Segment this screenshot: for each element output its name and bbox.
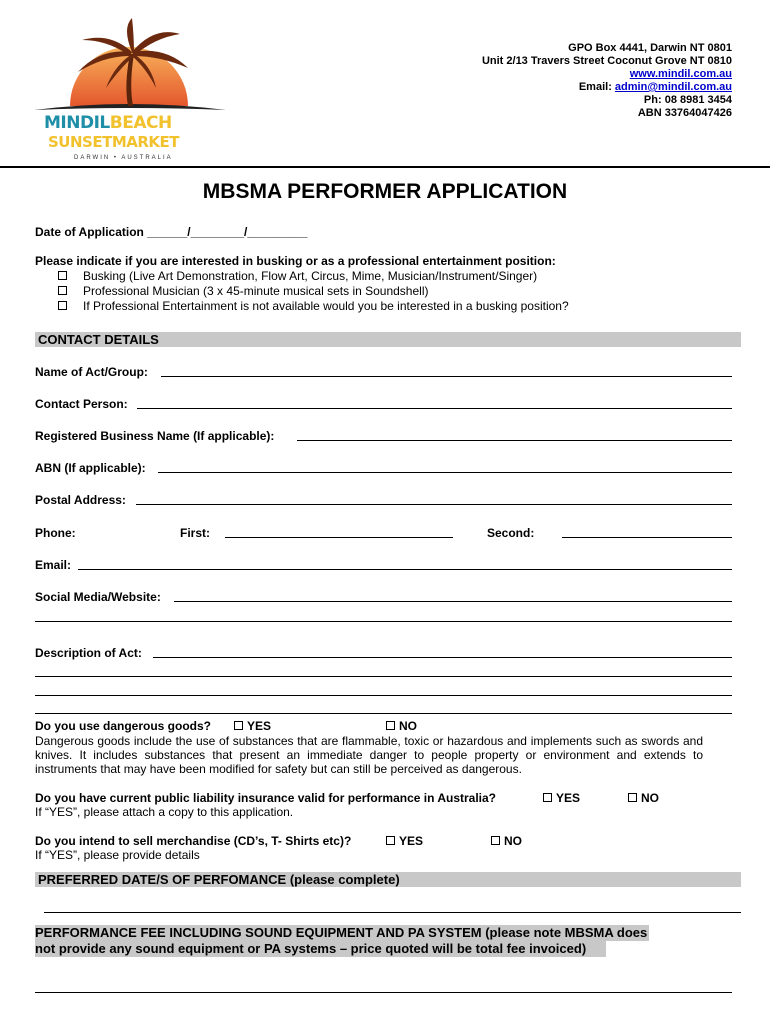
preferred-dates-heading: PREFERRED DATE/S OF PERFOMANCE (please complete) (35, 872, 741, 887)
option-label: Busking (Live Art Demonstration, Flow Art, Circus, Mime, Musician/Instrument/Singer) (83, 269, 538, 283)
yes-label: YES (556, 791, 581, 805)
social-media-field-2[interactable] (35, 621, 732, 622)
email-label-field: Email: (35, 558, 72, 572)
insurance-question: Do you have current public liability insurance valid for performance in Australia? (35, 791, 496, 805)
checkbox[interactable] (58, 301, 67, 310)
name-of-act-label: Name of Act/Group: (35, 365, 148, 379)
yes-label: YES (399, 834, 424, 848)
phone-first-label: First: (180, 526, 210, 540)
logo-text-beach: BEACH (109, 113, 172, 133)
description-field[interactable] (153, 657, 732, 658)
contact-details-heading: CONTACT DETAILS (35, 332, 741, 347)
contact-person-label: Contact Person: (35, 397, 128, 411)
phone-label: Phone: (35, 526, 76, 540)
dangerous-goods-question: Do you use dangerous goods? (35, 719, 212, 733)
checkbox[interactable] (386, 721, 395, 730)
checkbox[interactable] (58, 271, 67, 280)
business-name-field[interactable] (297, 440, 732, 441)
no-label: NO (504, 834, 522, 848)
business-name-label: Registered Business Name (If applicable): (35, 429, 275, 443)
phone-number: Ph: 08 8981 3454 (643, 94, 732, 106)
checkbox[interactable] (491, 836, 500, 845)
logo-text-sunset-market: SUNSETMARKET (48, 133, 180, 151)
merchandise-question: Do you intend to sell merchandise (CD’s, T- Shirts etc)? (35, 834, 352, 848)
contact-person-field[interactable] (137, 408, 732, 409)
insurance-note: If “YES”, please attach a copy to this application. (35, 805, 294, 819)
abn-number: ABN 33764047426 (637, 107, 732, 119)
dangerous-goods-text: Dangerous goods include the use of substances that are flammable, toxic or hazardous and implements such as swords and knives. It includes substances that present an immediate danger to people property or environment and extends to instruments that may have been modified for safety but can still be perceived as dangerous. (35, 734, 703, 776)
performance-fee-field[interactable] (35, 992, 732, 993)
address-line-1: GPO Box 4441, Darwin NT 0801 (568, 42, 732, 54)
header-divider (0, 166, 770, 168)
checkbox[interactable] (628, 793, 637, 802)
option-label: If Professional Entertainment is not available would you be interested in a busking position? (83, 299, 569, 313)
logo-text-mindil: MINDIL (44, 113, 110, 133)
merchandise-no-option[interactable] (491, 834, 522, 848)
checkbox[interactable] (58, 286, 67, 295)
address-line-2: Unit 2/13 Travers Street Coconut Grove NT 0810 (481, 55, 732, 67)
description-field-3[interactable] (35, 695, 732, 696)
phone-first-field[interactable] (225, 537, 453, 538)
description-field-4[interactable] (35, 713, 732, 714)
email-link[interactable]: admin@mindil.com.au (614, 81, 732, 93)
page-title: MBSMA PERFORMER APPLICATION (202, 180, 568, 203)
performance-fee-heading (35, 925, 649, 957)
social-media-label: Social Media/Website: (35, 590, 161, 604)
dangerous-yes-option[interactable] (234, 719, 271, 733)
logo-text-darwin: DARWIN • AUSTRALIA (74, 155, 173, 161)
postal-address-label: Postal Address: (35, 493, 126, 507)
abn-label: ABN (If applicable): (35, 461, 146, 475)
checkbox[interactable] (543, 793, 552, 802)
phone-second-field[interactable] (562, 537, 732, 538)
merchandise-note: If “YES”, please provide details (35, 848, 200, 862)
insurance-no-option[interactable] (628, 791, 659, 805)
interest-option-busking[interactable] (58, 269, 537, 284)
postal-address-field[interactable] (136, 504, 732, 505)
preferred-dates-field[interactable] (44, 912, 741, 913)
contact-block (482, 42, 732, 120)
social-media-field[interactable] (174, 601, 732, 602)
name-of-act-field[interactable] (161, 376, 732, 377)
description-field-2[interactable] (35, 676, 732, 677)
checkbox[interactable] (386, 836, 395, 845)
interest-option-professional[interactable] (58, 284, 429, 299)
merchandise-yes-option[interactable] (386, 834, 423, 848)
fee-line-2: not provide any sound equipment or PA systems – price quoted will be total fee invoiced) (35, 941, 606, 957)
no-label: NO (641, 791, 659, 805)
no-label: NO (399, 719, 417, 733)
insurance-yes-option[interactable] (543, 791, 580, 805)
email-field[interactable] (78, 569, 732, 570)
email-label: Email: (578, 81, 615, 93)
mindil-logo (30, 14, 230, 166)
option-label: Professional Musician (3 x 45-minute musical sets in Soundshell) (83, 284, 429, 298)
dangerous-no-option[interactable] (386, 719, 417, 733)
fee-line-1: PERFORMANCE FEE INCLUDING SOUND EQUIPMENT AND PA SYSTEM (please note MBSMA does (35, 925, 648, 940)
interest-option-busking-fallback[interactable] (58, 299, 569, 314)
description-label: Description of Act: (35, 646, 142, 660)
interest-question: Please indicate if you are interested in busking or as a professional entertainment position: (35, 254, 556, 268)
website-link[interactable]: www.mindil.com.au (629, 68, 732, 80)
abn-field[interactable] (158, 472, 732, 473)
yes-label: YES (247, 719, 272, 733)
date-of-application[interactable]: Date of Application ______/________/_________ (35, 225, 308, 239)
phone-second-label: Second: (487, 526, 535, 540)
checkbox[interactable] (234, 721, 243, 730)
